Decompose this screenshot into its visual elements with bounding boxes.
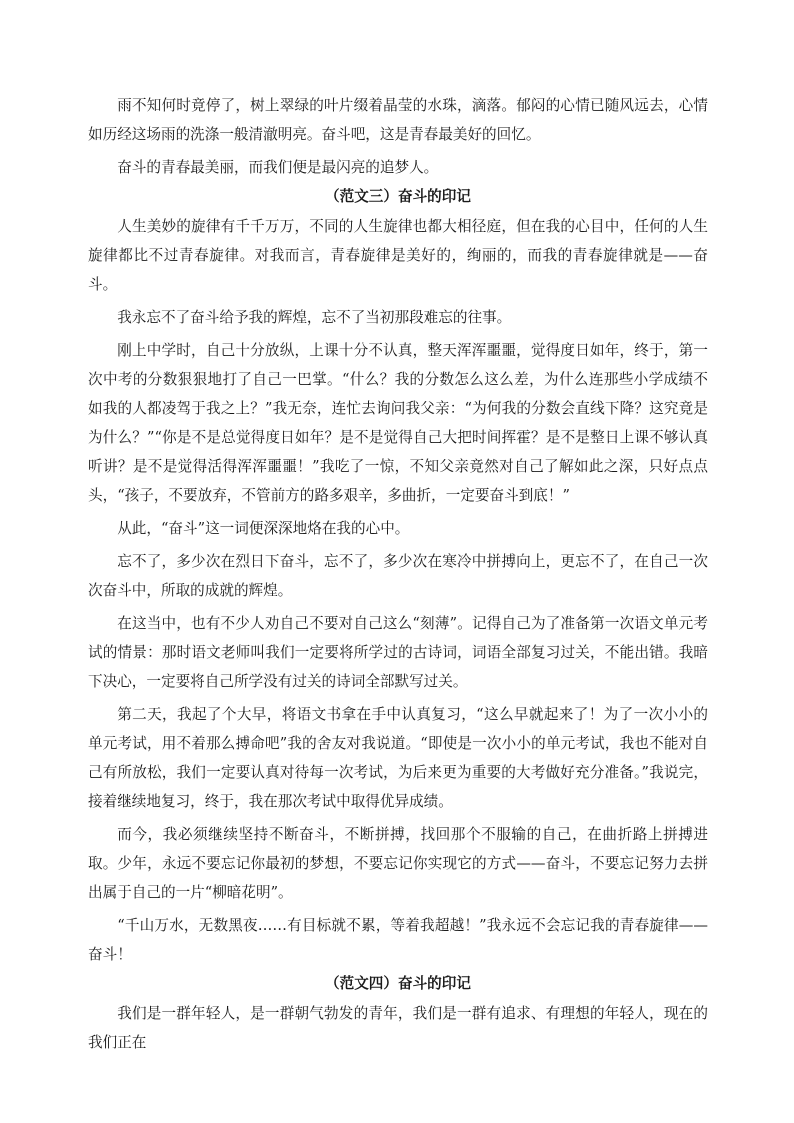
paragraph: 人生美妙的旋律有千千万万，不同的人生旋律也都大相径庭，但在我的心目中，任何的人生旋律都比不过青春旋律。对我而言，青春旋律是美好的，绚丽的，而我的青春旋律就是——奋斗。	[88, 218, 708, 293]
paragraph: 奋斗的青春最美丽，而我们便是最闪亮的追梦人。	[117, 159, 439, 176]
paragraph: “千山万水，无数黑夜……有目标就不累，等着我超越！”我永远不会忘记我的青春旋律——奋斗！	[88, 917, 708, 963]
document-page	[88, 91, 708, 1057]
paragraph: 忘不了，多少次在烈日下奋斗，忘不了，多少次在寒冷中拼搏向上，更忘不了，在自己一次次奋斗中，所取的成就的辉煌。	[88, 553, 708, 599]
paragraph: 刚上中学时，自己十分放纵，上课十分不认真，整天浑浑噩噩，觉得度日如年，终于，第一次中考的分数狠狠地打了自己一巴掌。“什么？我的分数怎么这么差，为什么连那些小学成绩不如我的人都凌驾于我之上？”我无奈，连忙去询问我父亲：“为何我的分数会直线下降？这究竟是为什么？”“你是不是总觉得度日如年？是不是觉得自己大把时间挥霍？是不是整日上课不够认真听讲？是不是觉得活得浑浑噩噩！”我吃了一惊，不知父亲竟然对自己了解如此之深，只好点点头，“孩子，不要放弃，不管前方的路多艰辛，多曲折，一定要奋斗到底！”	[88, 342, 708, 504]
paragraph: 在这当中，也有不少人劝自己不要对自己这么“刻薄”。记得自己为了准备第一次语文单元考试的情景：那时语文老师叫我们一定要将所学过的古诗词，词语全部复习过关，不能出错。我暗下决心，一定要将自己所学没有过关的诗词全部默写过关。	[88, 615, 708, 690]
section-heading: （范文四）奋斗的印记	[325, 975, 471, 992]
paragraph: 第二天，我起了个大早，将语文书拿在手中认真复习，“这么早就起来了！为了一次小小的单元考试，用不着那么搏命吧”我的舍友对我说道。“即使是一次小小的单元考试，我也不能对自己有所放松，我们一定要认真对待每一次考试，为后来更为重要的大考做好充分准备。”我说完，接着继续地复习，终于，我在那次考试中取得优异成绩。	[88, 706, 708, 810]
paragraph: 雨不知何时竟停了，树上翠绿的叶片缀着晶莹的水珠，滴落。郁闷的心情已随风远去，心情如历经这场雨的洗涤一般清澈明亮。奋斗吧，这是青春最美好的回忆。	[88, 97, 708, 143]
paragraph: 我们是一群年轻人，是一群朝气勃发的青年，我们是一群有追求、有理想的年轻人，现在的我们正在	[88, 1005, 708, 1051]
paragraph: 从此，“奋斗”这一词便深深地烙在我的心中。	[117, 520, 410, 537]
section-heading: （范文三）奋斗的印记	[325, 188, 471, 205]
paragraph: 而今，我必须继续坚持不断奋斗，不断拼搏，找回那个不服输的自己，在曲折路上拼搏进取。少年，永远不要忘记你最初的梦想，不要忘记你实现它的方式——奋斗，不要忘记努力去拼出属于自己的一片“柳暗花明”。	[88, 826, 708, 901]
paragraph: 我永忘不了奋斗给予我的辉煌，忘不了当初那段难忘的往事。	[117, 309, 512, 326]
